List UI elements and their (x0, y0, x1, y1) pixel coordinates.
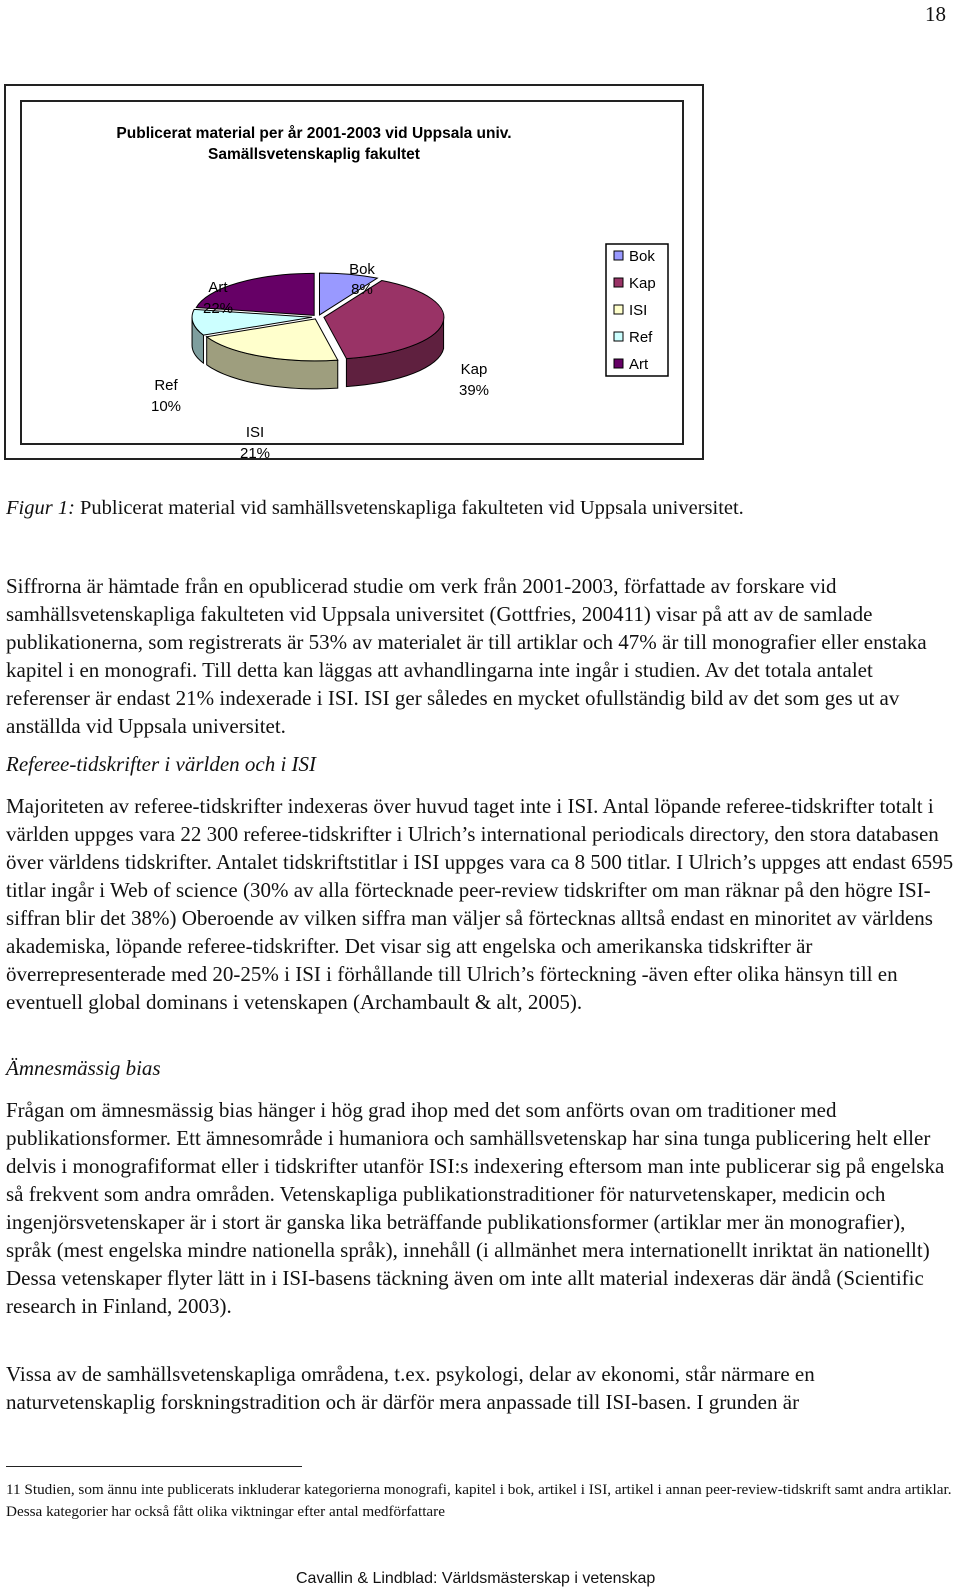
legend-swatch-kap (614, 278, 623, 287)
legend-swatch-bok (614, 251, 623, 260)
pie-value-bok: 8% (351, 281, 373, 298)
pie-label-ref: Ref (154, 377, 178, 394)
chart-title-line1: Publicerat material per år 2001-2003 vid Uppsala univ. (116, 125, 512, 142)
legend-label-bok: Bok (629, 248, 655, 265)
legend-swatch-isi (614, 305, 623, 314)
pie-value-ref: 10% (150, 398, 182, 415)
pie-label-art: Art (208, 279, 228, 296)
legend-swatch-ref (614, 332, 623, 341)
legend-label-ref: Ref (629, 329, 653, 346)
legend-label-isi: ISI (629, 302, 648, 319)
caption-text: Publicerat material vid samhällsvetenskapliga fakulteten vid Uppsala universitet. (74, 497, 744, 519)
heading-referee: Referee-tidskrifter i världen och i ISI (6, 752, 317, 776)
pie-slices (192, 273, 444, 389)
heading-amnesmassig: Ämnesmässig bias (6, 1056, 161, 1080)
legend-label-art: Art (629, 356, 649, 373)
figure-caption (6, 497, 744, 520)
pie-label-kap: Kap (460, 361, 488, 378)
pie-value-isi: 21% (239, 445, 271, 462)
page-number: 18 (925, 2, 946, 26)
pie-label-bok: Bok (349, 261, 375, 278)
footnote-divider (6, 1466, 302, 1467)
paragraph-4: Vissa av de samhällsvetenskapliga områdena, t.ex. psykologi, delar av ekonomi, står närmare en naturvetenskaplig forskningstradition och är därför mera anpassade till ISI-basen. I grunden är (6, 1362, 815, 1414)
chart-frame (4, 84, 704, 460)
caption-label: Figur 1: (6, 497, 75, 519)
pie-label-isi: ISI (245, 424, 265, 441)
footer-text: Cavallin & Lindblad: Världsmästerskap i vetenskap (296, 1570, 656, 1587)
legend-label-kap: Kap (629, 275, 656, 292)
chart-plot-area (20, 100, 684, 462)
chart-legend (606, 244, 668, 376)
pie-value-kap: 39% (458, 382, 490, 399)
legend-swatch-art (614, 359, 623, 368)
chart-title-line2: Samällsvetenskaplig fakultet (208, 146, 420, 163)
pie-value-art: 22% (202, 300, 234, 317)
paragraph-2: Majoriteten av referee-tidskrifter indexeras över huvud taget inte i ISI. Antal löpande referee-tidskrifter totalt i världen uppges vara 22 300 referee-tidskrifter i Ulrich’s international periodicals directory, den stora databasen över världens tidskrifter. Antalet tidskriftstitlar i ISI uppges vara ca 8 500 titlar. I Ulrich’s uppges att endast 6595 titlar ingår i Web of science (30% av alla förtecknade peer-review tidskrifter om man räknar på den högre ISI-siffran blir det 38%) Oberoende av vilken siffra man väljer så förtecknas alltså endast en minoritet av världens akademiska, löpande referee-tidskrifter. Det visar sig att engelska och amerikanska tidskrifter är överrepresenterade med 20-25% i ISI i förhållande till Ulrich’s förteckning -även efter olika hänsyn till en eventuell global dominans i vetenskapen (Archambault & alt, 2005). (6, 794, 954, 1014)
pie-chart (22, 102, 682, 462)
paragraph-1: Siffrorna är hämtade från en opublicerad studie om verk från 2001-2003, författade av forskare vid samhällsvetenskapliga fakulteten vid Uppsala universitet (Gottfries, 200411) visar på att av de samlade publikationerna, som registrerats är 53% av materialet är till artiklar och 47% är till monografier eller enstaka kapitel i en monografi. Till detta kan läggas att avhandlingarna inte ingår i studien. Av det totala antalet referenser är endast 21% indexerade i ISI. ISI ger således en mycket ofullständig bild av det som ges ut av anställda vid Uppsala universitet. (6, 574, 927, 738)
paragraph-3: Frågan om ämnesmässig bias hänger i hög grad ihop med det som anförts ovan om traditioner med publikationsformer. Ett ämnesområde i humaniora och samhällsvetenskap har sina tunga publicering helt eller delvis i monografiformat eller i tidskrifter utanför ISI:s indexering eftersom man inte publicerar sig på engelska så frekvent som andra områden. Vetenskapliga publikationstraditioner för naturvetenskaper, medicin och ingenjörsvetenskaper är i stort är ganska lika beträffande publikationsformer (artiklar mer än monografier), språk (mest engelska mindre nationella språk), innehåll (i allmänhet mera internationellt inriktat än nationellt) Dessa vetenskaper flyter lätt in i ISI-basens täckning även om inte allt material indexeras där ändå (Scientific research in Finland, 2003). (6, 1098, 945, 1318)
footnote: 11 Studien, som ännu inte publicerats inkluderar kategorierna monografi, kapitel i bok, artikel i ISI, artikel i annan peer-review-tidskrift samt andra artiklar. Dessa kategorier har också fått olika viktningar efter antal medförfattare (6, 1481, 952, 1520)
